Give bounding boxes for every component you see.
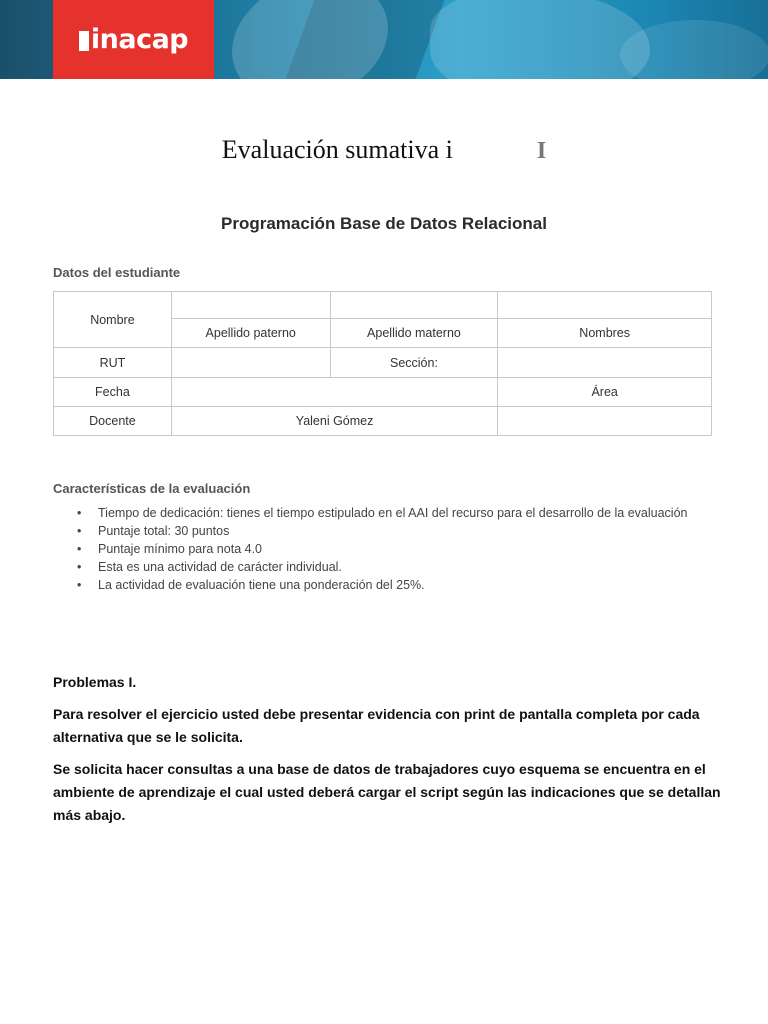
list-item: • Puntaje total: 30 puntos [98, 522, 687, 540]
problems-paragraph: Para resolver el ejercicio usted debe presentar evidencia con print de pantalla completa por cada alternativa que se le solicita. [53, 706, 700, 745]
label-apellido-paterno: Apellido paterno [171, 319, 330, 348]
table-row [54, 407, 712, 436]
label-area: Área [498, 378, 712, 407]
input-rut[interactable] [171, 348, 330, 378]
input-seccion[interactable] [498, 348, 712, 378]
label-docente: Docente [54, 407, 172, 436]
logo-mark-icon [79, 31, 89, 51]
label-seccion: Sección: [330, 348, 498, 378]
inacap-logo [53, 0, 214, 79]
input-area[interactable] [498, 407, 712, 436]
course-subtitle: Programación Base de Datos Relacional [221, 214, 547, 233]
table-row [54, 348, 712, 378]
banner-photo-highlight [620, 20, 768, 79]
list-item: • La actividad de evaluación tiene una ponderación del 25%. [98, 576, 687, 594]
table-row [54, 292, 712, 319]
problems-heading: Problemas I. [53, 674, 137, 690]
input-apellido-materno[interactable] [330, 292, 498, 319]
label-nombres: Nombres [498, 319, 712, 348]
input-fecha[interactable] [171, 378, 497, 407]
input-nombres[interactable] [498, 292, 712, 319]
problems-paragraph: Se solicita hacer consultas a una base de datos de trabajadores cuyo esquema se encuentra en el ambiente de aprendizaje el cual usted deberá cargar el script según las indicaciones que se detallan más abajo. [53, 761, 721, 823]
list-item: • Esta es una actividad de carácter individual. [98, 558, 687, 576]
table-row [54, 378, 712, 407]
input-apellido-paterno[interactable] [171, 292, 330, 319]
title-roman-numeral: I [536, 138, 547, 164]
label-apellido-materno: Apellido materno [330, 319, 498, 348]
banner-photo-hand-right [430, 0, 650, 79]
label-rut: RUT [54, 348, 172, 378]
student-data-table [53, 291, 712, 436]
page-title [0, 135, 768, 165]
list-item: • Puntaje mínimo para nota 4.0 [98, 540, 687, 558]
logo-text: inacap [90, 24, 189, 55]
list-item: • Tiempo de dedicación: tienes el tiempo estipulado en el AAI del recurso para el desarrollo de la evaluación [98, 504, 687, 522]
student-section-label: Datos del estudiante [53, 265, 181, 280]
label-fecha: Fecha [54, 378, 172, 407]
label-nombre: Nombre [54, 292, 172, 348]
features-section-label: Características de la evaluación [53, 481, 251, 496]
features-list [53, 504, 687, 594]
header-banner [0, 0, 768, 79]
problems-section [53, 671, 723, 836]
title-main: Evaluación sumativa i [221, 135, 453, 164]
value-docente: Yaleni Gómez [171, 407, 497, 436]
